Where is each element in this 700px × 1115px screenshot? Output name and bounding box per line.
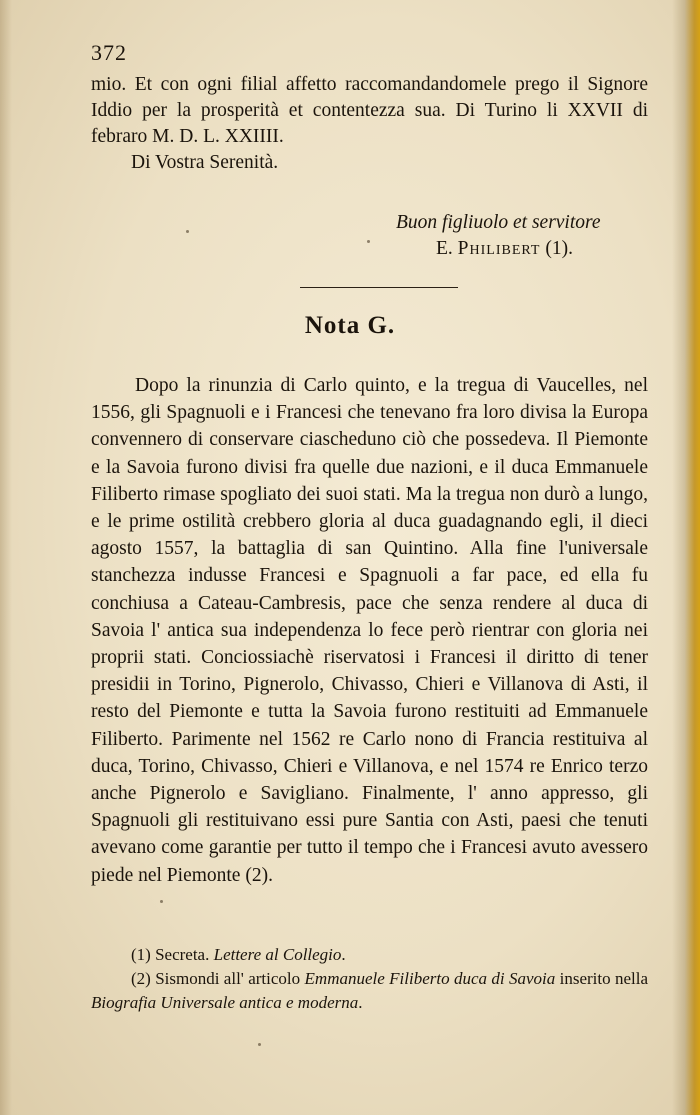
section-heading: Nota G.	[304, 312, 396, 339]
signature-role: Buon figliuolo et servitore	[396, 212, 601, 233]
nota-body	[91, 372, 648, 889]
footnote-2-source: Biografia Universale antica e moderna	[91, 993, 359, 1012]
footnote-1-marker: (1)	[131, 945, 151, 964]
page-right-edge	[672, 0, 700, 1115]
footnote-1-lead: Secreta.	[150, 945, 214, 964]
paper-speck	[258, 1043, 261, 1046]
footnote-1-title: Lettere al Collegio	[213, 945, 342, 964]
footnote-2	[91, 967, 648, 1015]
footnote-2-mid: inserito nella	[555, 969, 649, 988]
page-number: 372	[91, 40, 127, 65]
page-left-shadow	[0, 0, 12, 1115]
footnote-2-title: Emmanuele Filiberto duca di Savoia	[304, 969, 556, 988]
footnote-2-tail: .	[358, 993, 363, 1012]
section-divider	[300, 287, 458, 288]
body-paragraph: Dopo la rinunzia di Carlo quinto, e la tregua di Vaucelles, nel 1556, gli Spagnuoli e i Francesi che tenevano fra loro divisa la Europa convennero di conservare ciascheduno ciò che possedeva. Il Piemonte e la Savoia furono divisi fra quelle due nazioni, e il duca Emmanuele Filiberto rimase spogliato dei suoi stati. Ma la tregua non durò a lungo, e le prime ostilità crebbero gloria al duca guadagnando egli, il dieci agosto 1557, la battaglia di san Quintino. Alla fine l'universale stanchezza indusse Francesi e Spagnuoli a far pace, ed ella fu conchiusa a Cateau-Cambresis, pace che senza rendere al duca di Savoia l' antica sua independenza lo fece però rientrar con gloria nei proprii stati. Conciossiachè riservatosi i Francesi il diritto di tener presidii in Torino, Pignerolo, Chivasso, Chieri e Villanova di Asti, il resto del Piemonte e tutta la Savoia furono restituiti ad Emmanuele Filiberto. Parimente nel 1562 re Carlo nono di Francia restituiva al duca, Torino, Chivasso, Chieri e Villanova, e nel 1574 re Enrico terzo anche Pignerolo e Savigliano. Finalmente, l' anno appresso, gli Spagnuoli gli restituivano essi pure Santia con Asti, paesi che tenuti avevano come garantie per tutto il tempo che i Francesi avuto avessero piede nel Piemonte (2).	[91, 375, 648, 886]
footnote-2-marker: (2)	[131, 969, 151, 988]
carryover-text: mio. Et con ogni filial affetto raccomandandomele prego il Signore Iddio per la prosperità et contentezza sua. Di Turino li XXVII di febraro M. D. L. XXIIII.	[91, 74, 648, 147]
signature-initial: E.	[436, 238, 458, 259]
paper-speck	[160, 900, 163, 903]
footnote-2-lead: Sismondi all' articolo	[150, 969, 305, 988]
footnotes	[91, 943, 648, 1015]
footnote-ref-1: (1).	[540, 238, 573, 259]
letter-carryover	[91, 72, 648, 176]
letter-closing: Di Vostra Serenità.	[131, 152, 279, 173]
paper-speck	[186, 230, 189, 233]
footnote-1-tail: .	[341, 945, 346, 964]
signature-block	[360, 210, 650, 262]
signature-name-line	[360, 236, 650, 262]
signature-name: Philibert	[457, 238, 541, 259]
footnote-1	[91, 943, 648, 967]
